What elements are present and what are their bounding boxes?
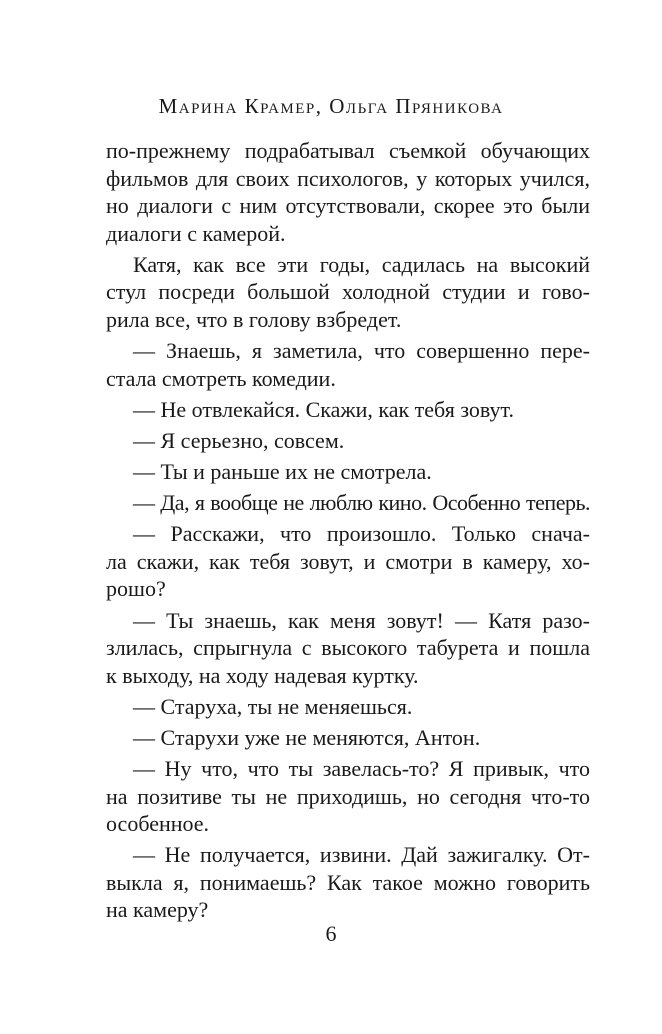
dialogue-line: — Ты и раньше их не смотрела.: [133, 459, 432, 485]
dialogue-line: — Я серьезно, совсем.: [133, 427, 345, 453]
text-line: стул посреди большой холодной студии и гово-: [106, 279, 590, 305]
text-line: ла скажи, как тебя зовут, и смотри в камеру, хо-: [106, 548, 590, 574]
paragraph-first-line: Катя, как все эти годы, садилась на высокий: [133, 251, 590, 277]
text-line: стала смотреть комедии.: [106, 365, 336, 391]
dialogue-line: — Да, я вообще не люблю кино. Особенно теперь.: [133, 490, 590, 516]
text-line: особенное.: [106, 811, 210, 837]
text-line: рошо?: [106, 576, 166, 602]
text-line: на позитиве ты не приходишь, но сегодня что-то: [106, 783, 590, 809]
dialogue-line: — Знаешь, я заметила, что совершенно пере-: [133, 338, 590, 364]
dialogue-line: — Не отвлекайся. Скажи, как тебя зовут.: [133, 396, 514, 422]
body-text: [106, 137, 590, 924]
text-line: к выходу, на ходу надевая куртку.: [106, 662, 419, 688]
dialogue-line: — Ты знаешь, как меня зовут! — Катя разо-: [133, 607, 590, 633]
text-line: злилась, спрыгнула с высокого табурета и пошла: [106, 635, 590, 661]
dialogue-line: — Не получается, извини. Дай зажигалку. От-: [133, 842, 590, 868]
text-line: но диалоги с ним отсутствовали, скорее это были: [106, 193, 590, 219]
dialogue-line: — Старухи уже не меняются, Антон.: [133, 724, 481, 750]
dialogue-line: — Ну что, что ты завелась-то? Я привык, что: [133, 755, 590, 781]
text-line: на камеру?: [106, 897, 209, 923]
page-number: 6: [325, 921, 337, 946]
dialogue-line: — Расскажи, что произошло. Только снача-: [133, 521, 590, 547]
text-line: рила все, что в голову взбредет.: [106, 307, 402, 333]
running-head: Марина Крамер, Ольга Пряникова: [158, 94, 504, 118]
text-line: фильмов для своих психологов, у которых учился,: [106, 165, 590, 191]
text-line: выкла я, понимаешь? Как такое можно говорить: [106, 869, 590, 895]
dialogue-line: — Старуха, ты не меняешься.: [133, 693, 413, 719]
text-line: по-прежнему подрабатывал съемкой обучающих: [106, 138, 590, 163]
text-line: диалоги с камерой.: [106, 220, 286, 246]
